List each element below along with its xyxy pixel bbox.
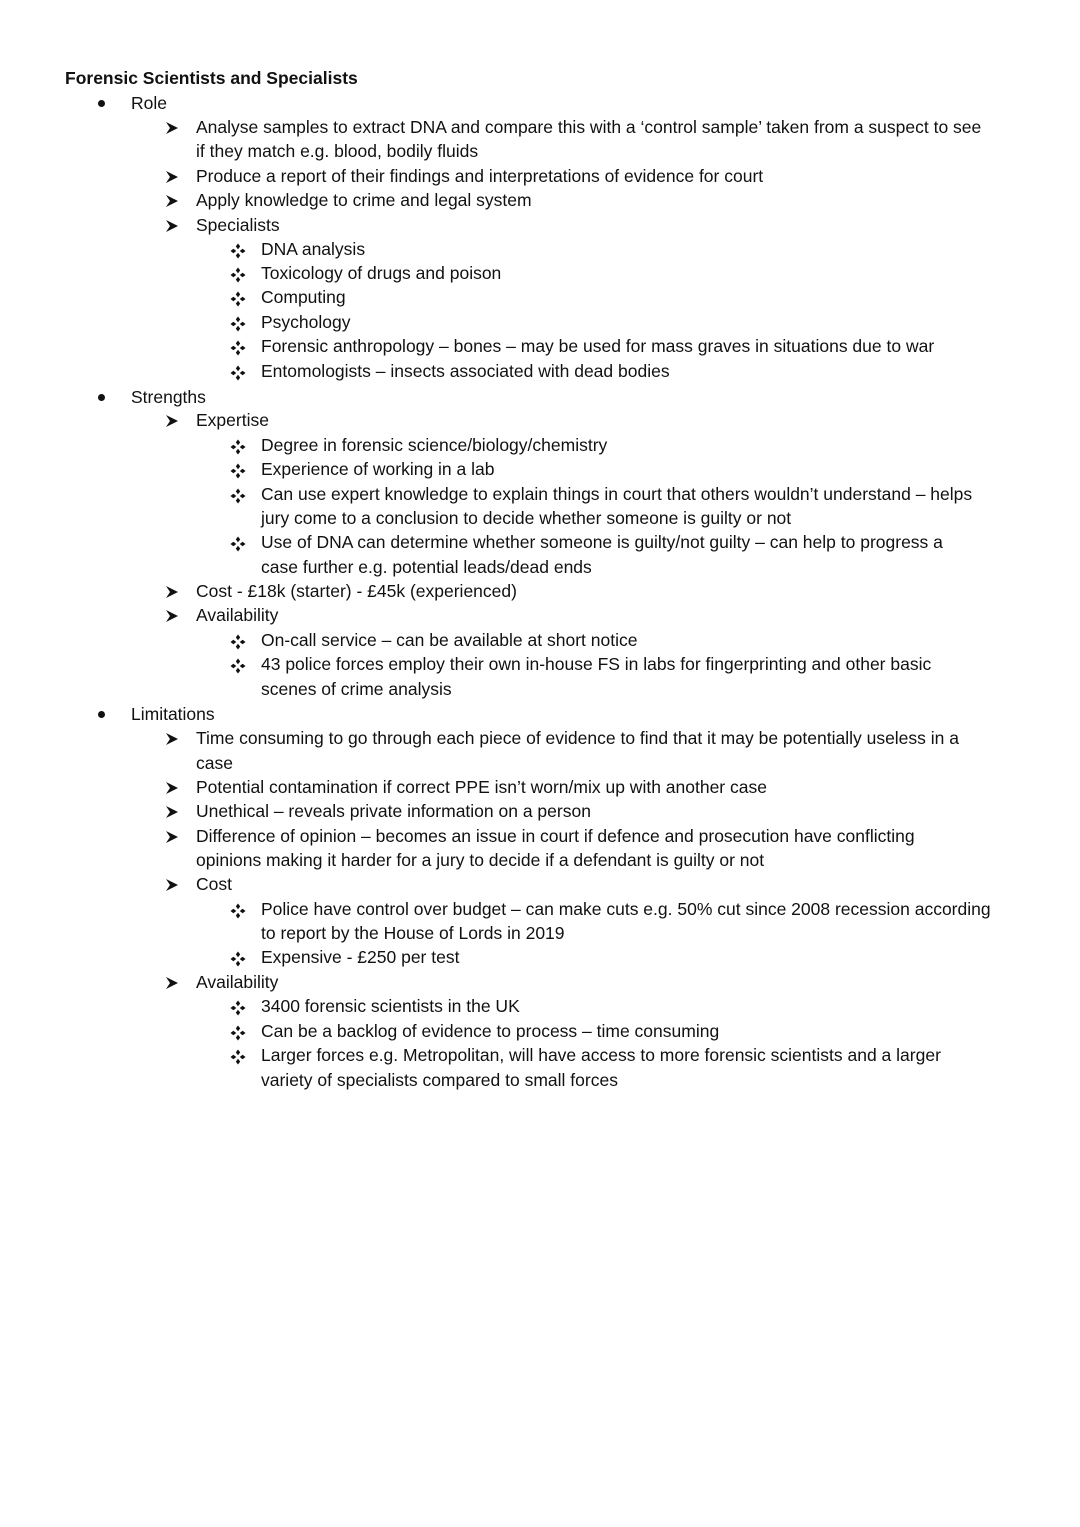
sub-list-item: Degree in forensic science/biology/chemistry (261, 435, 608, 455)
arrow-bullet-icon (165, 219, 179, 233)
arrow-bullet-icon (165, 121, 179, 135)
diamond-bullet-icon (230, 463, 246, 479)
sub-list-item: 3400 forensic scientists in the UK (261, 996, 520, 1016)
diamond-bullet-icon (230, 951, 246, 967)
arrow-bullet-icon (165, 976, 179, 990)
list-item: Potential contamination if correct PPE isn’t worn/mix up with another case (196, 777, 767, 797)
arrow-bullet-icon (165, 414, 179, 428)
diamond-bullet-icon (230, 488, 246, 504)
bullet-dot-icon (98, 100, 105, 107)
sub-list-item: DNA analysis (261, 239, 366, 259)
list-item: Produce a report of their findings and interpretations of evidence for court (196, 166, 764, 186)
arrow-bullet-icon (165, 609, 179, 623)
sub-list-item-continuation: jury come to a conclusion to decide whether someone is guilty or not (261, 508, 792, 528)
sub-list-item: Computing (261, 287, 346, 307)
arrow-bullet-icon (165, 878, 179, 892)
sub-list-item: Can use expert knowledge to explain things in court that others wouldn’t understand – helps (261, 484, 973, 504)
diamond-bullet-icon (230, 267, 246, 283)
sub-list-item-continuation: case further e.g. potential leads/dead ends (261, 557, 592, 577)
list-item-continuation: if they match e.g. blood, bodily fluids (196, 141, 479, 161)
list-item: Availability (196, 605, 279, 625)
arrow-bullet-icon (165, 732, 179, 746)
sub-list-item: Police have control over budget – can make cuts e.g. 50% cut since 2008 recession according (261, 899, 991, 919)
diamond-bullet-icon (230, 243, 246, 259)
section-heading-limitations: Limitations (131, 704, 215, 724)
list-item: Time consuming to go through each piece of evidence to find that it may be potentially useless in a (196, 728, 959, 748)
list-item: Cost - £18k (starter) - £45k (experienced) (196, 581, 517, 601)
diamond-bullet-icon (230, 1000, 246, 1016)
diamond-bullet-icon (230, 536, 246, 552)
section-heading-strengths: Strengths (131, 387, 206, 407)
list-item: Specialists (196, 215, 280, 235)
sub-list-item-continuation: to report by the House of Lords in 2019 (261, 923, 565, 943)
sub-list-item-continuation: scenes of crime analysis (261, 679, 452, 699)
diamond-bullet-icon (230, 903, 246, 919)
list-item: Difference of opinion – becomes an issue in court if defence and prosecution have conflicting (196, 826, 915, 846)
page-title: Forensic Scientists and Specialists (65, 68, 358, 88)
list-item-continuation: opinions making it harder for a jury to decide if a defendant is guilty or not (196, 850, 765, 870)
list-item: Apply knowledge to crime and legal system (196, 190, 532, 210)
list-item-continuation: case (196, 753, 233, 773)
sub-list-item: Expensive - £250 per test (261, 947, 460, 967)
arrow-bullet-icon (165, 781, 179, 795)
sub-list-item: Entomologists – insects associated with dead bodies (261, 361, 670, 381)
list-item: Expertise (196, 410, 269, 430)
sub-list-item: Experience of working in a lab (261, 459, 495, 479)
sub-list-item: Psychology (261, 312, 351, 332)
diamond-bullet-icon (230, 439, 246, 455)
list-item: Unethical – reveals private information on a person (196, 801, 591, 821)
arrow-bullet-icon (165, 170, 179, 184)
sub-list-item-continuation: variety of specialists compared to small forces (261, 1070, 618, 1090)
list-item: Cost (196, 874, 232, 894)
sub-list-item: Use of DNA can determine whether someone is guilty/not guilty – can help to progress a (261, 532, 943, 552)
arrow-bullet-icon (165, 830, 179, 844)
arrow-bullet-icon (165, 805, 179, 819)
diamond-bullet-icon (230, 365, 246, 381)
diamond-bullet-icon (230, 291, 246, 307)
arrow-bullet-icon (165, 585, 179, 599)
sub-list-item: Toxicology of drugs and poison (261, 263, 502, 283)
diamond-bullet-icon (230, 1025, 246, 1041)
diamond-bullet-icon (230, 1049, 246, 1065)
bullet-dot-icon (98, 711, 105, 718)
arrow-bullet-icon (165, 194, 179, 208)
list-item: Analyse samples to extract DNA and compare this with a ‘control sample’ taken from a suspect to see (196, 117, 982, 137)
section-heading-role: Role (131, 93, 167, 113)
list-item: Availability (196, 972, 279, 992)
diamond-bullet-icon (230, 658, 246, 674)
sub-list-item: Forensic anthropology – bones – may be used for mass graves in situations due to war (261, 336, 935, 356)
sub-list-item: On-call service – can be available at short notice (261, 630, 638, 650)
sub-list-item: 43 police forces employ their own in-house FS in labs for fingerprinting and other basic (261, 654, 932, 674)
bullet-dot-icon (98, 394, 105, 401)
diamond-bullet-icon (230, 634, 246, 650)
sub-list-item: Larger forces e.g. Metropolitan, will have access to more forensic scientists and a larger (261, 1045, 941, 1065)
diamond-bullet-icon (230, 340, 246, 356)
diamond-bullet-icon (230, 316, 246, 332)
sub-list-item: Can be a backlog of evidence to process – time consuming (261, 1021, 720, 1041)
